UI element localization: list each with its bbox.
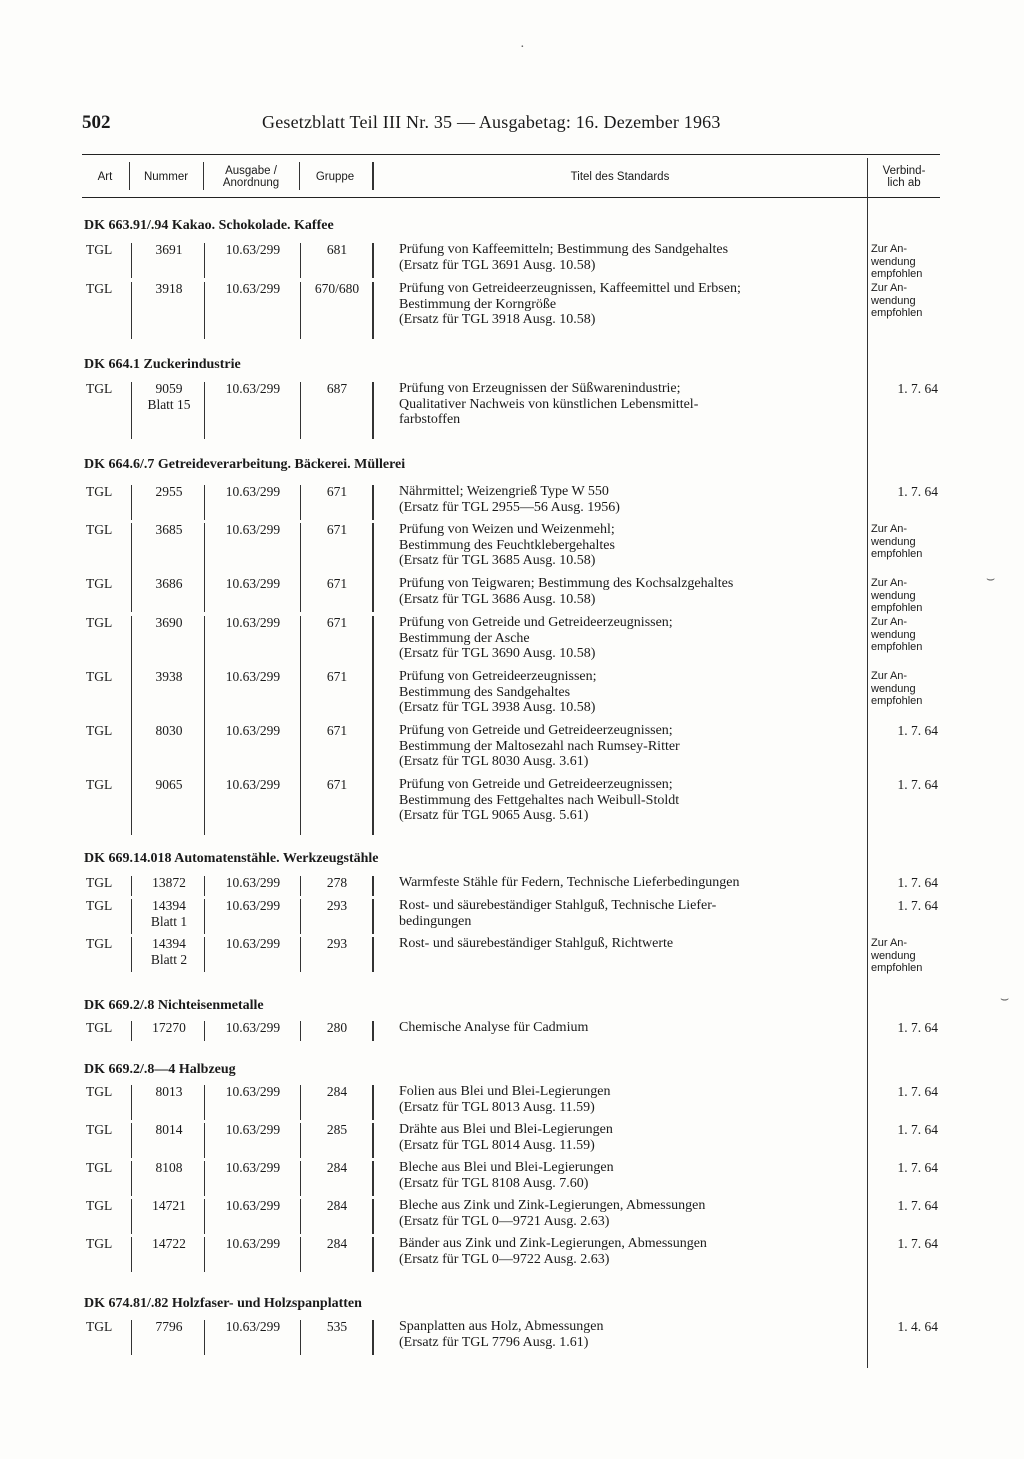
row-divider [204,616,205,673]
cell-gruppe: 285 [326,1122,348,1137]
row-divider [300,876,301,896]
cell-verbindlich: 1. 7. 64 [897,1020,938,1035]
cell-blatt: Blatt 2 [150,951,188,967]
cell-nummer: 14394 [152,936,186,951]
cell-nummer: 3938 [155,669,183,684]
cell-ausgabe: 10.63/299 [225,898,281,913]
row-divider [131,1237,132,1272]
row-divider [300,1085,301,1120]
cell-ausgabe: 10.63/299 [225,281,281,296]
cell-titel-line: Prüfung von Getreideerzeugnissen; [399,669,597,684]
cell-art: TGL [86,615,113,630]
col-header-ausgabe: Ausgabe / Anordnung [222,164,280,189]
cell-gruppe: 671 [326,777,348,792]
cell-verbindlich: Zur An- [871,670,908,682]
row-divider [131,1199,132,1234]
scan-mark: ⌣ [986,572,996,587]
cell-titel-line: (Ersatz für TGL 3690 Ausg. 10.58) [399,646,596,661]
cell-gruppe: 671 [326,576,348,591]
cell-verbindlich: wendung [871,255,916,268]
cell-titel-line: Prüfung von Getreide und Getreideerzeugnissen; [399,723,673,738]
cell-nummer: 3685 [155,522,183,537]
section-heading: DK 669.2/.8—4 Halbzeug [84,1062,236,1077]
cell-verbindlich: wendung [871,949,916,962]
cell-gruppe: 535 [326,1319,348,1334]
cell-art: TGL [86,522,113,537]
cell-ausgabe: 10.63/299 [225,381,281,396]
row-divider [131,1161,132,1196]
cell-titel-line: (Ersatz für TGL 2955—56 Ausg. 1956) [399,499,620,515]
col-divider [372,162,374,190]
cell-titel-line: (Ersatz für TGL 8108 Ausg. 7.60) [399,1175,589,1191]
cell-gruppe: 681 [326,242,348,257]
cell-gruppe: 671 [326,723,348,738]
col-header-verbindlich: Verbind- lich ab [882,164,926,189]
cell-nummer: 14721 [152,1198,186,1213]
section-heading: DK 664.1 Zuckerindustrie [84,357,241,372]
row-divider [300,724,301,781]
cell-nummer: 14394 [152,898,186,913]
cell-gruppe: 671 [326,484,348,499]
row-divider [300,1123,301,1158]
cell-ausgabe: 10.63/299 [225,1084,281,1099]
cell-verbindlich: 1. 7. 64 [897,1084,938,1099]
cell-gruppe: 280 [326,1020,348,1035]
cell-titel-line: Bleche aus Zink und Zink-Legierungen, Abmessungen [399,1198,706,1213]
section-heading: DK 664.6/.7 Getreideverarbeitung. Bäckerei. Müllerei [84,457,406,472]
row-divider [372,1199,374,1234]
cell-verbindlich: 1. 7. 64 [897,1122,938,1137]
row-divider [131,1021,132,1041]
cell-verbindlich: 1. 7. 64 [897,381,938,396]
cell-titel-line: (Ersatz für TGL 3918 Ausg. 10.58) [399,312,596,327]
cell-ausgabe: 10.63/299 [225,615,281,630]
cell-titel-line: Prüfung von Kaffeemitteln; Bestimmung des Sandgehaltes [399,242,729,257]
row-divider [131,670,132,727]
row-divider [372,616,374,673]
row-divider [300,243,301,278]
cell-nummer: 8108 [155,1160,183,1175]
cell-verbindlich: Zur An- [871,937,908,949]
row-divider [372,485,374,520]
cell-titel-line: (Ersatz für TGL 8030 Ausg. 3.61) [399,754,589,769]
row-divider [204,670,205,727]
row-divider [204,1320,205,1355]
row-divider [372,523,374,580]
row-divider [372,1320,374,1355]
cell-verbindlich: 1. 7. 64 [897,898,938,913]
cell-ausgabe: 10.63/299 [225,484,281,499]
cell-verbindlich: wendung [871,535,916,548]
row-divider [131,876,132,896]
cell-nummer: 14722 [152,1236,186,1251]
section-heading: DK 663.91/.94 Kakao. Schokolade. Kaffee [84,218,334,233]
cell-titel-line: Bestimmung der Maltosezahl nach Rumsey-Ritter [399,738,680,754]
cell-titel-line: Prüfung von Getreideerzeugnissen, Kaffeemittel und Erbsen; [399,281,741,296]
cell-art: TGL [86,1020,113,1035]
col-divider [129,162,130,190]
cell-gruppe: 293 [326,898,348,913]
col-header-art: Art [97,170,113,183]
row-divider [204,577,205,612]
row-divider [131,577,132,612]
cell-ausgabe: 10.63/299 [225,576,281,591]
row-divider [204,937,205,972]
cell-gruppe: 284 [326,1160,348,1175]
row-divider [372,724,374,781]
cell-gruppe: 687 [326,381,348,396]
row-divider [131,1320,132,1355]
row-divider [300,899,301,934]
row-divider [131,899,132,934]
cell-titel-line: (Ersatz für TGL 3686 Ausg. 10.58) [399,591,596,607]
cell-gruppe: 671 [326,669,348,684]
row-divider [372,899,374,934]
col-divider [299,162,300,190]
cell-verbindlich: empfohlen [871,641,923,653]
cell-titel-line: (Ersatz für TGL 3691 Ausg. 10.58) [399,257,596,273]
cell-art: TGL [86,1319,113,1334]
cell-titel-line: Qualitativer Nachweis von künstlichen Lebensmittel- [399,396,699,412]
cell-titel-line: Chemische Analyse für Cadmium [399,1020,589,1035]
cell-nummer: 2955 [155,484,183,499]
cell-titel-line: Prüfung von Getreide und Getreideerzeugnissen; [399,777,673,792]
cell-gruppe: 293 [326,936,348,951]
cell-verbindlich: 1. 7. 64 [897,484,938,499]
cell-verbindlich: empfohlen [871,602,923,614]
cell-titel-line: Drähte aus Blei und Blei-Legierungen [399,1122,613,1137]
page-number: 502 [82,112,111,133]
cell-nummer: 9065 [155,777,183,792]
cell-ausgabe: 10.63/299 [225,1122,281,1137]
cell-art: TGL [86,281,113,296]
row-divider [300,485,301,520]
col-header-nummer: Nummer [143,170,189,183]
cell-ausgabe: 10.63/299 [225,1319,281,1334]
row-divider [372,670,374,727]
row-divider [372,243,374,278]
cell-titel-line: Prüfung von Teigwaren; Bestimmung des Kochsalzgehaltes [399,576,734,591]
row-divider [131,724,132,781]
scan-speck: · [520,40,525,55]
cell-titel-line: (Ersatz für TGL 3685 Ausg. 10.58) [399,553,596,568]
cell-titel-line: (Ersatz für TGL 8014 Ausg. 11.59) [399,1137,595,1153]
cell-titel-line: (Ersatz für TGL 9065 Ausg. 5.61) [399,808,589,823]
row-divider [372,937,374,972]
row-divider [131,1123,132,1158]
cell-verbindlich: Zur An- [871,523,908,535]
cell-verbindlich: 1. 7. 64 [897,723,938,738]
cell-verbindlich: wendung [871,294,916,307]
cell-blatt: Blatt 1 [150,913,188,929]
row-divider [372,876,374,896]
cell-art: TGL [86,576,113,591]
row-divider [204,382,205,439]
cell-nummer: 3918 [155,281,183,296]
row-divider [300,282,301,339]
cell-nummer: 17270 [152,1020,186,1035]
cell-ausgabe: 10.63/299 [225,242,281,257]
cell-gruppe: 670/680 [314,281,360,296]
row-divider [204,1021,205,1041]
row-divider [372,1085,374,1120]
cell-ausgabe: 10.63/299 [225,669,281,684]
row-divider [300,523,301,580]
cell-art: TGL [86,484,113,499]
cell-nummer: 7796 [155,1319,183,1334]
cell-verbindlich: 1. 7. 64 [897,777,938,792]
cell-verbindlich: empfohlen [871,695,923,707]
cell-gruppe: 284 [326,1236,348,1251]
cell-verbindlich: wendung [871,589,916,602]
cell-verbindlich: 1. 7. 64 [897,1198,938,1213]
row-divider [131,616,132,673]
table-top-rule [82,154,940,155]
cell-ausgabe: 10.63/299 [225,1020,281,1035]
cell-titel-line: Prüfung von Weizen und Weizenmehl; [399,522,615,537]
row-divider [372,1237,374,1272]
cell-nummer: 3686 [155,576,183,591]
row-divider [300,577,301,612]
cell-verbindlich: empfohlen [871,268,923,280]
cell-blatt: Blatt 15 [147,396,191,412]
row-divider [300,937,301,972]
cell-titel-line: (Ersatz für TGL 3938 Ausg. 10.58) [399,700,596,715]
row-divider [372,1161,374,1196]
cell-gruppe: 671 [326,615,348,630]
row-divider [300,670,301,727]
row-divider [300,382,301,439]
cell-ausgabe: 10.63/299 [225,936,281,951]
row-divider [131,485,132,520]
cell-titel-line: Bestimmung des Fettgehaltes nach Weibull-Stoldt [399,792,680,808]
cell-gruppe: 278 [326,875,348,890]
cell-gruppe: 284 [326,1084,348,1099]
cell-ausgabe: 10.63/299 [225,1160,281,1175]
cell-verbindlich: empfohlen [871,962,923,974]
cell-nummer: 3690 [155,615,183,630]
row-divider [204,1237,205,1272]
cell-verbindlich: 1. 7. 64 [897,875,938,890]
section-heading: DK 669.14.018 Automatenstähle. Werkzeugstähle [84,851,379,866]
cell-art: TGL [86,1236,113,1251]
col-divider-verbindlich [867,158,868,1368]
cell-nummer: 8014 [155,1122,183,1137]
cell-ausgabe: 10.63/299 [225,777,281,792]
row-divider [131,282,132,339]
cell-art: TGL [86,1160,113,1175]
cell-verbindlich: Zur An- [871,577,908,589]
row-divider [204,778,205,835]
col-header-gruppe: Gruppe [315,170,355,183]
row-divider [204,1161,205,1196]
row-divider [204,1085,205,1120]
row-divider [300,778,301,835]
section-heading: DK 669.2/.8 Nichteisenmetalle [84,998,264,1013]
cell-verbindlich: 1. 7. 64 [897,1236,938,1251]
cell-art: TGL [86,242,113,257]
cell-ausgabe: 10.63/299 [225,723,281,738]
row-divider [131,243,132,278]
cell-art: TGL [86,1122,113,1137]
cell-art: TGL [86,875,113,890]
row-divider [300,1021,301,1041]
row-divider [204,243,205,278]
col-header-titel: Titel des Standards [570,170,670,183]
cell-titel-line: farbstoffen [399,412,461,427]
row-divider [372,382,374,439]
section-heading: DK 674.81/.82 Holzfaser- und Holzspanplatten [84,1296,362,1311]
row-divider [300,1320,301,1355]
cell-art: TGL [86,777,113,792]
row-divider [204,485,205,520]
cell-verbindlich: Zur An- [871,243,908,255]
row-divider [372,778,374,835]
scan-mark: ⌣ [1000,992,1010,1007]
cell-verbindlich: Zur An- [871,282,908,294]
cell-gruppe: 284 [326,1198,348,1213]
row-divider [300,1161,301,1196]
cell-art: TGL [86,669,113,684]
cell-titel-line: Bestimmung des Feuchtklebergehaltes [399,537,615,553]
cell-art: TGL [86,898,113,913]
cell-titel-line: Prüfung von Erzeugnissen der Süßwarenindustrie; [399,381,681,396]
cell-titel-line: (Ersatz für TGL 0—9721 Ausg. 2.63) [399,1213,610,1229]
cell-titel-line: Prüfung von Getreide und Getreideerzeugnissen; [399,615,673,630]
row-divider [204,523,205,580]
row-divider [372,577,374,612]
cell-art: TGL [86,936,113,951]
page-header-title: Gesetzblatt Teil III Nr. 35 — Ausgabetag: 16. Dezember 1963 [262,112,721,132]
row-divider [300,1199,301,1234]
cell-titel-line: Spanplatten aus Holz, Abmessungen [399,1319,604,1334]
cell-ausgabe: 10.63/299 [225,522,281,537]
cell-art: TGL [86,381,113,396]
cell-nummer: 8030 [155,723,183,738]
cell-titel-line: Bestimmung der Korngröße [399,296,557,312]
cell-titel-line: (Ersatz für TGL 0—9722 Ausg. 2.63) [399,1251,610,1267]
row-divider [204,899,205,934]
cell-verbindlich: wendung [871,628,916,641]
cell-art: TGL [86,1084,113,1099]
cell-titel-line: (Ersatz für TGL 8013 Ausg. 11.59) [399,1099,595,1115]
row-divider [131,1085,132,1120]
cell-verbindlich: empfohlen [871,307,923,319]
cell-ausgabe: 10.63/299 [225,1236,281,1251]
cell-titel-line: Warmfeste Stähle für Federn, Technische Lieferbedingungen [399,875,740,890]
row-divider [300,1237,301,1272]
cell-art: TGL [86,723,113,738]
row-divider [300,616,301,673]
cell-nummer: 3691 [155,242,183,257]
cell-gruppe: 671 [326,522,348,537]
cell-titel-line: Rost- und säurebeständiger Stahlguß, Technische Liefer- [399,898,717,913]
cell-titel-line: Bänder aus Zink und Zink-Legierungen, Abmessungen [399,1236,707,1251]
cell-titel-line: bedingungen [399,913,472,929]
col-divider [203,162,204,190]
row-divider [372,1021,374,1041]
cell-verbindlich: empfohlen [871,548,923,560]
row-divider [131,937,132,972]
row-divider [204,876,205,896]
cell-titel-line: Bestimmung der Asche [399,630,530,646]
row-divider [131,523,132,580]
cell-titel-line: Rost- und säurebeständiger Stahlguß, Richtwerte [399,936,674,951]
cell-verbindlich: Zur An- [871,616,908,628]
row-divider [131,778,132,835]
cell-titel-line: Folien aus Blei und Blei-Legierungen [399,1084,611,1099]
cell-verbindlich: 1. 4. 64 [897,1319,938,1334]
row-divider [204,282,205,339]
cell-art: TGL [86,1198,113,1213]
row-divider [372,282,374,339]
cell-ausgabe: 10.63/299 [225,875,281,890]
row-divider [372,1123,374,1158]
cell-nummer: 9059 [155,381,183,396]
cell-verbindlich: 1. 7. 64 [897,1160,938,1175]
row-divider [204,1123,205,1158]
table-header-rule [82,197,940,198]
cell-nummer: 8013 [155,1084,183,1099]
cell-verbindlich: wendung [871,682,916,695]
row-divider [204,1199,205,1234]
cell-titel-line: Bestimmung des Sandgehaltes [399,684,571,700]
row-divider [204,724,205,781]
cell-nummer: 13872 [152,875,186,890]
cell-titel-line: (Ersatz für TGL 7796 Ausg. 1.61) [399,1334,589,1350]
cell-titel-line: Bleche aus Blei und Blei-Legierungen [399,1160,614,1175]
cell-ausgabe: 10.63/299 [225,1198,281,1213]
cell-titel-line: Nährmittel; Weizengrieß Type W 550 [399,484,609,499]
row-divider [131,382,132,439]
